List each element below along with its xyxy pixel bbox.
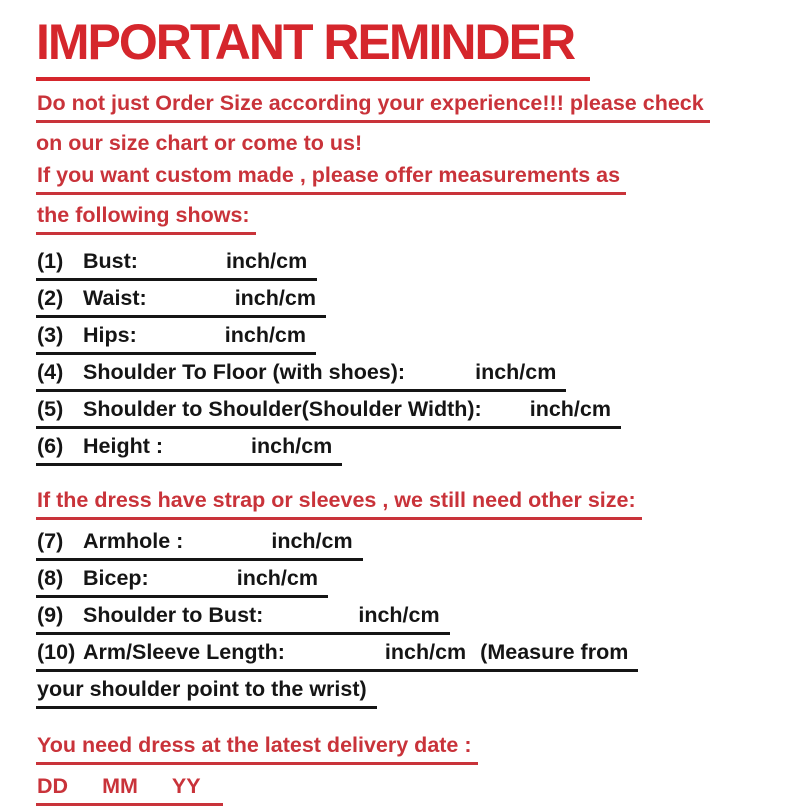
measurement-label: Waist:	[83, 286, 147, 310]
blank-field	[147, 304, 235, 305]
day-field: DD	[37, 774, 69, 798]
measurement-label: Bust:	[83, 249, 138, 273]
delivery-date-fields	[36, 774, 223, 806]
blank-field	[405, 378, 475, 379]
blank-field	[183, 547, 271, 548]
measurement-label: Hips:	[83, 323, 137, 347]
blank-field	[285, 658, 385, 659]
blank-field	[137, 341, 225, 342]
unit-label: inch/cm	[234, 286, 316, 310]
measurement-label: Shoulder to Bust:	[83, 603, 264, 627]
sleeves-section-heading: If the dress have strap or sleeves , we still need other size:	[36, 488, 642, 520]
intro-line-size-chart: on our size chart or come to us!	[36, 131, 363, 155]
measurement-label: Shoulder To Floor (with shoes):	[83, 360, 406, 384]
blank-field	[482, 415, 530, 416]
intro-line-order-size: Do not just Order Size according your experience!!! please check	[36, 91, 710, 123]
measurement-label: Arm/Sleeve Length:	[83, 640, 285, 664]
year-field: YY	[171, 774, 201, 798]
blank-field	[263, 621, 358, 622]
measurement-number: (3)	[37, 323, 64, 347]
unit-label: inch/cm	[251, 434, 333, 458]
measurement-note: (Measure from	[480, 640, 629, 664]
page-title: IMPORTANT REMINDER	[36, 16, 590, 81]
measurement-row-waist	[36, 286, 326, 318]
unit-label: inch/cm	[271, 529, 353, 553]
measurement-number: (7)	[37, 529, 64, 553]
unit-label: inch/cm	[358, 603, 440, 627]
measurement-label: Height :	[83, 434, 164, 458]
measurement-row-armhole	[36, 529, 363, 561]
measurement-number: (4)	[37, 360, 64, 384]
measurement-number: (2)	[37, 286, 64, 310]
measurement-number: (5)	[37, 397, 64, 421]
measurement-number: (9)	[37, 603, 64, 627]
unit-label: inch/cm	[384, 640, 467, 664]
measurement-row-shoulder-width	[36, 397, 621, 429]
measurement-number: (8)	[37, 566, 64, 590]
measurement-list-sleeves	[36, 529, 770, 709]
measurement-row-shoulder-to-bust	[36, 603, 450, 635]
unit-label: inch/cm	[224, 323, 306, 347]
delivery-date-heading: You need dress at the latest delivery date :	[36, 733, 478, 765]
measurement-number: (6)	[37, 434, 64, 458]
unit-label: inch/cm	[225, 249, 308, 273]
unit-label: inch/cm	[475, 360, 557, 384]
unit-label: inch/cm	[236, 566, 318, 590]
blank-field	[138, 267, 226, 268]
measurement-list-main	[36, 249, 770, 466]
blank-field	[163, 452, 251, 453]
intro-line-custom-made: If you want custom made , please offer measurements as	[36, 163, 626, 195]
measurement-row-shoulder-to-floor	[36, 360, 566, 392]
measurement-label: Bicep:	[83, 566, 149, 590]
intro-line-following-shows: the following shows:	[36, 203, 256, 235]
measurement-row-bicep	[36, 566, 328, 598]
measurement-number: (1)	[37, 249, 64, 273]
measurement-row-sleeve-length-continuation: your shoulder point to the wrist)	[36, 677, 377, 709]
unit-label: inch/cm	[529, 397, 611, 421]
measurement-row-hips	[36, 323, 316, 355]
measurement-row-bust	[36, 249, 317, 281]
measurement-number: (10)	[37, 640, 76, 664]
measurement-row-height	[36, 434, 342, 466]
measurement-label: Armhole :	[83, 529, 184, 553]
measurement-row-sleeve-length	[36, 640, 638, 672]
blank-field	[149, 584, 237, 585]
measurement-label: Shoulder to Shoulder(Shoulder Width):	[83, 397, 482, 421]
month-field: MM	[102, 774, 138, 798]
